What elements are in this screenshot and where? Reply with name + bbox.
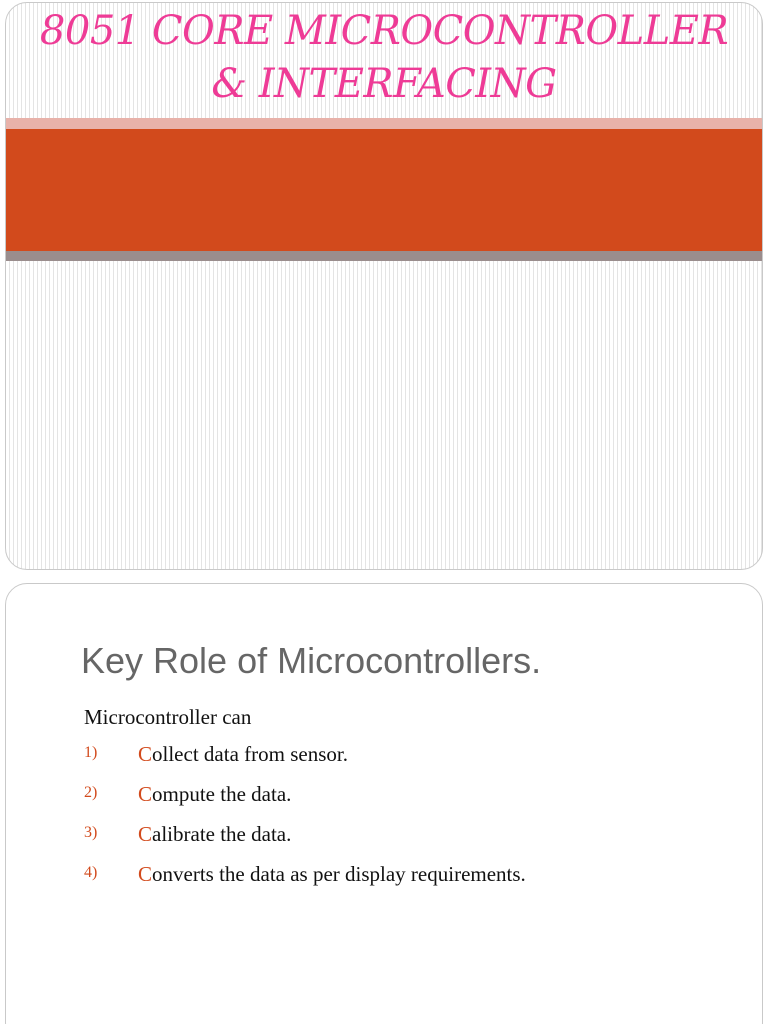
- list-rest: ompute the data.: [152, 782, 292, 806]
- list-text: [138, 782, 291, 807]
- title-line-2: & INTERFACING: [211, 61, 557, 107]
- list-initial: C: [138, 822, 153, 846]
- list-number: 4): [84, 864, 98, 881]
- list-text: [138, 862, 526, 887]
- slide-title: [6, 5, 762, 111]
- list-initial: C: [138, 862, 153, 886]
- title-slide: [5, 2, 763, 570]
- list-initial: C: [138, 782, 153, 806]
- accent-band-orange: [6, 129, 762, 251]
- content-slide: [5, 583, 763, 1024]
- list-text: [138, 822, 291, 847]
- accent-band-gray: [6, 251, 762, 261]
- list-rest: alibrate the data.: [152, 822, 292, 846]
- list-rest: ollect data from sensor.: [152, 742, 348, 766]
- list-number: 2): [84, 784, 98, 801]
- slide-heading: Key Role of Microcontrollers.: [81, 640, 542, 681]
- list-number: 3): [84, 824, 98, 841]
- list-text: [138, 742, 348, 767]
- list-initial: C: [138, 742, 153, 766]
- list-number: 1): [84, 744, 98, 761]
- slide-intro: Microcontroller can: [84, 705, 252, 729]
- accent-band-pink: [6, 118, 762, 129]
- title-line-1: 8051 CORE MICROCONTROLLER: [39, 8, 729, 54]
- list-rest: onverts the data as per display requirements.: [152, 862, 526, 886]
